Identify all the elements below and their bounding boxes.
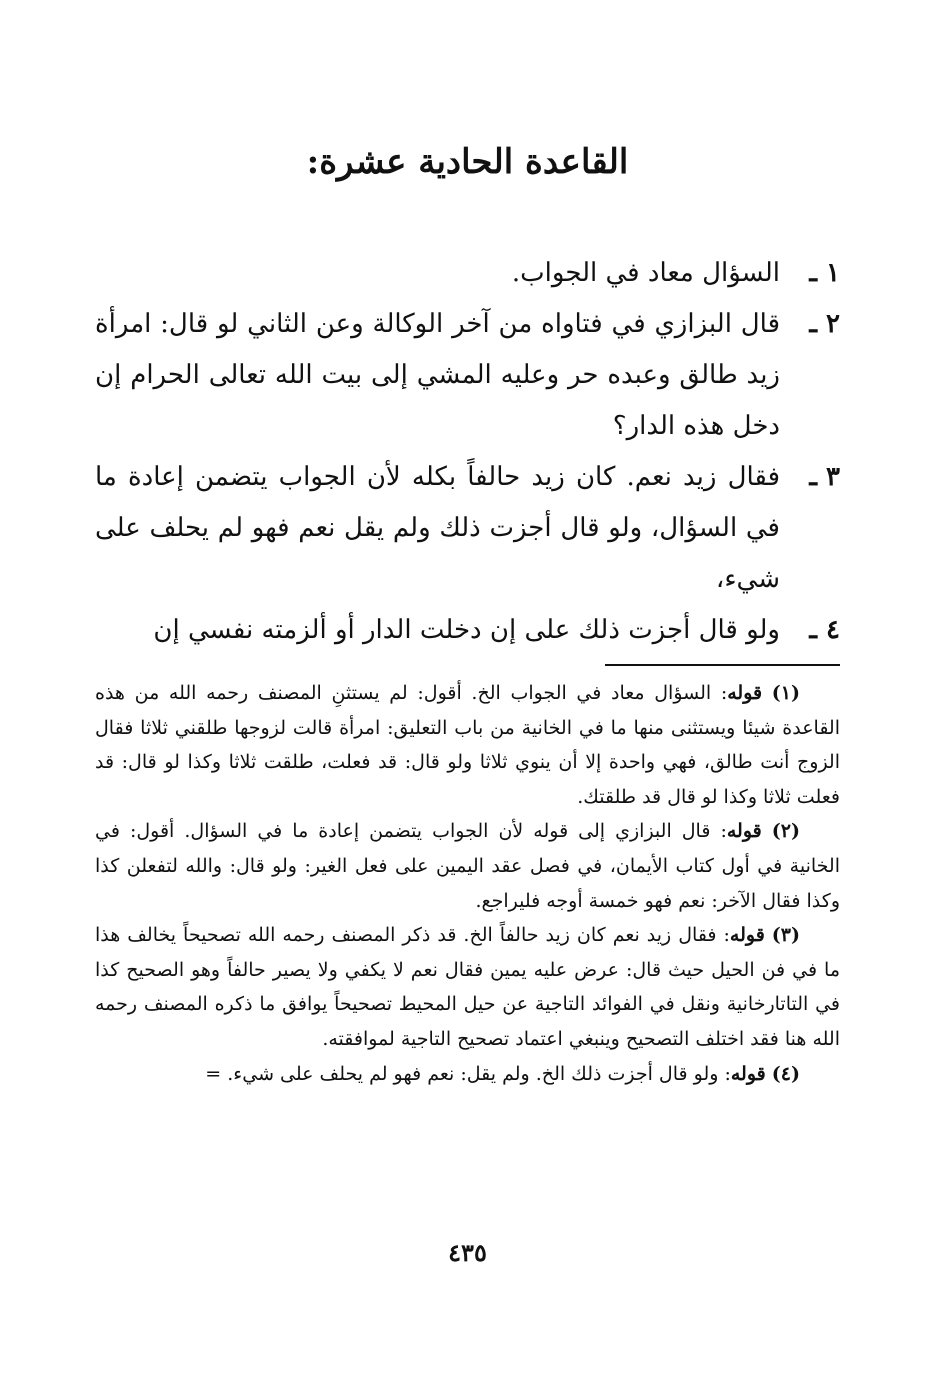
item-text: ولو قال أجزت ذلك على إن دخلت الدار أو ألزمته نفسي إن <box>153 615 780 645</box>
footnote-text: : قال البزازي إلى قوله لأن الجواب يتضمن إعادة ما في السؤال. أقول: في الخانية في أول كتاب الأيمان، في فصل عقد اليمين على فعل الغير: ولو قال: والله لتفعلن كذا وكذا فقال الآخر: نعم فهو خمسة أوجه فليراجع. <box>95 820 840 912</box>
main-text <box>95 248 840 656</box>
footnote-keyword: قوله <box>727 682 763 704</box>
footnote-number: (٢) <box>771 820 800 843</box>
footnote-text: : ولو قال أجزت ذلك الخ. ولم يقل: نعم فهو لم يحلف على شيء. = <box>205 1062 731 1085</box>
item-number: ١ ـ <box>809 258 840 288</box>
footnote-number: (٣) <box>771 924 800 947</box>
footnotes <box>95 676 840 1091</box>
footnote-divider <box>605 664 840 666</box>
page-number: ٤٣٥ <box>448 1238 487 1267</box>
footnote-keyword: قوله <box>729 924 765 947</box>
item-number: ٢ ـ <box>809 309 840 339</box>
footnote-text: : فقال زيد نعم كان زيد حالفاً الخ. قد ذكر المصنف رحمه الله تصحيحاً يخالف هذا ما في فن الحيل حيث قال: عرض عليه يمين فقال نعم لا يكفي ولا يصير حالفاً وهو الصحيح كذا في التاتارخانية ونقل في الفوائد التاجية عن حيل المحيط تصحيحاً يوافق ما ذكره المصنف رحمه الله هنا فقد اختلف التصحيح وينبغي اعتماد تصحيح التاجية لموافقته. <box>95 924 840 1050</box>
footnote <box>95 918 840 1056</box>
list-item <box>95 248 840 299</box>
footnote-number: (١) <box>771 682 801 704</box>
document-page <box>95 0 840 1376</box>
item-text: فقال زيد نعم. كان زيد حالفاً بكله لأن الجواب يتضمن إعادة ما في السؤال، ولو قال أجزت ذلك ولم يقل نعم فهو لم يحلف على شيء، <box>95 462 780 594</box>
footnote <box>95 676 840 814</box>
list-item <box>95 299 840 452</box>
footnote <box>95 814 840 918</box>
item-text: السؤال معاد في الجواب. <box>511 258 780 288</box>
list-item <box>95 605 840 656</box>
footnote-keyword: قوله <box>730 1062 766 1085</box>
footnote-text: : السؤال معاد في الجواب الخ. أقول: لم يستثنِ المصنف رحمه الله من هذه القاعدة شيئا ويستثنى منها ما في الخانية من باب التعليق: امرأة قالت لزوجها طلقني ثلاثا فقال الزوج أنت طالق، فهي واحدة إلا أن ينوي ثلاثا ولو قال: قد فعلت، طلقت ثلاثا وكذا لو قال: قد فعلت ثلاثا وكذا لو قال قد طلقتك. <box>95 682 840 808</box>
page-title: القاعدة الحادية عشرة: <box>306 142 629 182</box>
item-number: ٤ ـ <box>809 615 840 645</box>
item-number: ٣ ـ <box>809 462 840 492</box>
footnote-keyword: قوله <box>726 820 762 843</box>
footnote-number: (٤) <box>771 1062 800 1085</box>
footnote <box>95 1057 840 1092</box>
list-item <box>95 452 840 605</box>
item-text: قال البزازي في فتاواه من آخر الوكالة وعن الثاني لو قال: امرأة زيد طالق وعبده حر وعليه المشي إلى بيت الله تعالى الحرام إن دخل هذه الدار؟ <box>95 309 780 441</box>
